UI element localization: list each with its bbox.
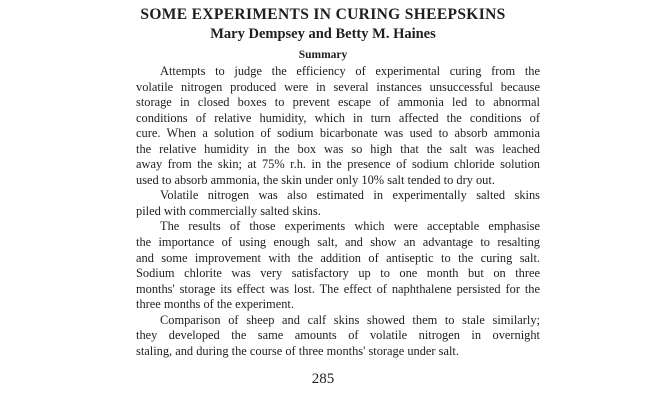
text-line: volatile nitrogen produced were in several instances unsuccessful because [136, 79, 540, 94]
text-line: they developed the same amounts of volatile nitrogen in overnight [136, 328, 540, 343]
paragraph-4 [136, 313, 540, 360]
text-line: conditions of relative humidity, which in turn affected the conditions of [136, 110, 540, 125]
text-line: away from the skin; at 75% r.h. in the presence of sodium chloride solution [136, 157, 540, 172]
text-line: Comparison of sheep and calf skins showed them to stale similarly; [160, 312, 540, 327]
text-line: the importance of using enough salt, and show an advantage to resalting [136, 235, 540, 250]
text-line: used to absorb ammonia, the skin under only 10% salt tended to dry out. [136, 172, 495, 187]
text-line: the relative humidity in the box was so high that the salt was leached [136, 141, 540, 156]
paragraph-3 [136, 219, 540, 312]
text-line: months' storage its effect was lost. The effect of naphthalene persisted for the [136, 281, 540, 296]
text-line: Attempts to judge the efficiency of experimental curing from the [160, 64, 540, 78]
article-authors: Mary Dempsey and Betty M. Haines [210, 26, 436, 42]
summary-body [136, 64, 540, 359]
text-line: and some improvement with the addition of antiseptic to the curing salt. [136, 250, 540, 265]
text-line: storage in closed boxes to prevent escape of ammonia led to abnormal [136, 95, 540, 110]
summary-heading: Summary [298, 49, 348, 61]
paragraph-1 [136, 64, 540, 188]
page-number: 285 [311, 371, 335, 387]
text-line: Volatile nitrogen was also estimated in experimentally salted skins [160, 188, 540, 203]
text-line: three months of the experiment. [136, 297, 294, 312]
paragraph-2 [136, 188, 540, 219]
text-line: piled with commercially salted skins. [136, 203, 321, 218]
text-line: The results of those experiments which were acceptable emphasise [160, 219, 540, 234]
text-line: staling, and during the course of three months' storage under salt. [136, 343, 459, 358]
article-title: SOME EXPERIMENTS IN CURING SHEEPSKINS [140, 6, 506, 23]
text-line: Sodium chlorite was very satisfactory up to one month but on three [136, 266, 540, 281]
text-line: cure. When a solution of sodium bicarbonate was used to absorb ammonia [136, 126, 540, 141]
